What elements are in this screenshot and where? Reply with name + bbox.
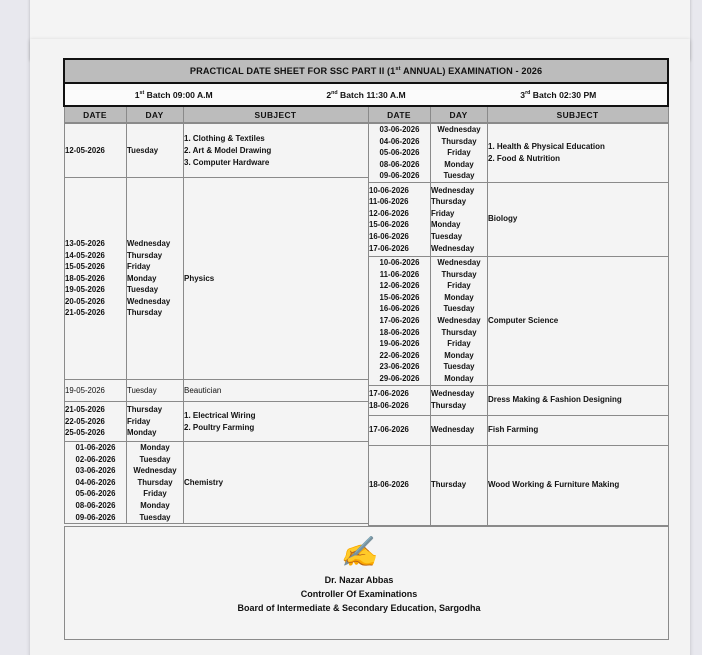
batch-2-ordinal-sup: nd: [331, 89, 338, 96]
cell-date-line: 12-06-2026: [379, 281, 420, 291]
cell-day: [431, 256, 488, 385]
cell-date: [369, 124, 431, 183]
cell-day-line: Monday: [140, 500, 170, 510]
cell-date-line: 03-06-2026: [379, 125, 420, 134]
cell-day-line: Monday: [140, 443, 170, 452]
cell-day-line: Wednesday: [431, 243, 475, 253]
cell-day-line: Wednesday: [437, 257, 481, 267]
cell-date-line: 18-06-2026: [369, 401, 409, 410]
cell-date: [65, 124, 127, 178]
header-right-day: DAY: [430, 106, 487, 123]
cell-day-line: Friday: [447, 148, 471, 158]
cell-date: [369, 256, 431, 385]
cell-day-line: Tuesday: [139, 454, 171, 464]
batch-1: [79, 90, 268, 100]
cell-day: [127, 124, 184, 178]
cell-subject-line: 3. Computer Hardware: [184, 157, 270, 167]
header-left-date: DATE: [64, 106, 126, 123]
cell-subject-line: 2. Food & Nutrition: [488, 153, 560, 163]
cell-date-line: 13-05-2026: [65, 238, 105, 248]
cell-subject: [488, 124, 669, 183]
cell-date: [369, 415, 431, 445]
cell-day-line: Thursday: [127, 250, 163, 260]
cell-date-line: 11-06-2026: [379, 269, 420, 279]
cell-subject: [184, 380, 369, 402]
cell-day: [431, 445, 488, 525]
cell-subject-line: Wood Working & Furniture Making: [488, 480, 620, 489]
cell-day-line: Thursday: [127, 405, 163, 415]
batch-3: [464, 90, 653, 100]
batch-times-cell: [64, 83, 668, 106]
date-sheet: [63, 58, 667, 640]
cell-day-line: Tuesday: [443, 304, 475, 314]
cell-subject-line: Computer Science: [488, 315, 559, 325]
table-row: [369, 385, 669, 415]
cell-day: [431, 124, 488, 183]
cell-date: [65, 442, 127, 524]
cell-day-line: Monday: [444, 159, 474, 169]
batch-row: [64, 83, 668, 106]
cell-day-line: Wednesday: [431, 185, 475, 195]
cell-date-line: 01-06-2026: [75, 443, 116, 452]
cell-subject-line: Dress Making & Fashion Designing: [488, 395, 622, 404]
cell-date: [369, 182, 431, 256]
batch-3-ordinal: 3: [520, 89, 526, 100]
cell-date-line: 23-06-2026: [379, 362, 420, 372]
cell-date-line: 17-06-2026: [369, 243, 409, 253]
table-row: [369, 124, 669, 183]
signatory-designation: Controller Of Examinations: [300, 588, 418, 599]
table-row: [369, 415, 669, 445]
cell-date-line: 21-05-2026: [65, 405, 105, 415]
cell-day-line: Thursday: [127, 308, 163, 318]
cell-date-line: 18-06-2026: [369, 480, 409, 490]
sheet-title: [64, 59, 668, 83]
cell-date-line: 25-05-2026: [65, 428, 105, 438]
cell-day-line: Friday: [143, 489, 167, 499]
batch-2: [268, 90, 463, 100]
cell-date-line: 04-06-2026: [379, 136, 420, 146]
batch-2-ordinal: 2: [326, 89, 332, 100]
cell-date-line: 10-06-2026: [379, 257, 420, 267]
cell-day-line: Friday: [431, 208, 455, 218]
cell-day-line: Monday: [127, 428, 157, 438]
cell-subject-line: 1. Health & Physical Education: [488, 141, 605, 151]
cell-subject: [488, 385, 669, 415]
cell-date-line: 08-06-2026: [379, 159, 420, 169]
cell-day-line: Tuesday: [431, 232, 463, 242]
cell-date-line: 15-06-2026: [379, 292, 420, 302]
cell-subject-line: Beautician: [184, 385, 222, 395]
sheet-title-prefix: PRACTICAL DATE SHEET FOR SSC PART II (1: [189, 66, 396, 76]
left-schedule-table: [64, 123, 369, 524]
cell-date-line: 04-06-2026: [75, 477, 116, 487]
table-row: [65, 124, 369, 178]
cell-day-line: Wednesday: [437, 125, 481, 134]
cell-date-line: 17-06-2026: [369, 389, 409, 399]
cell-date-line: 14-05-2026: [65, 250, 105, 260]
cell-date-line: 08-06-2026: [75, 500, 116, 510]
cell-subject-line: Fish Farming: [488, 425, 539, 434]
cell-date-line: 05-06-2026: [75, 489, 116, 499]
cell-date-line: 19-05-2026: [65, 285, 105, 295]
cell-day-line: Thursday: [137, 477, 173, 487]
table-row: [65, 442, 369, 524]
signature-row: [64, 526, 668, 639]
cell-day-line: Wednesday: [431, 389, 475, 399]
cell-day-line: Thursday: [431, 401, 467, 410]
cell-day-line: Monday: [444, 350, 474, 360]
right-schedule-table: [368, 123, 669, 526]
cell-day-line: Wednesday: [127, 296, 171, 306]
cell-date-line: 22-06-2026: [379, 350, 420, 360]
signature-block: [64, 526, 668, 639]
signatory-name: Dr. Nazar Abbas: [324, 574, 394, 585]
batch-1-ordinal-sup: st: [139, 89, 145, 96]
cell-day-line: Monday: [431, 220, 461, 230]
batch-3-text: Batch 02:30 PM: [530, 89, 597, 100]
cell-date-line: 16-06-2026: [379, 304, 420, 314]
cell-day-line: Monday: [444, 373, 474, 383]
cell-subject-line: 1. Clothing & Textiles: [184, 133, 265, 143]
cell-date-line: 20-05-2026: [65, 296, 105, 306]
cell-day-line: Friday: [127, 416, 151, 426]
cell-day-line: Thursday: [431, 480, 467, 490]
cell-day: [127, 442, 184, 524]
cell-subject-line: 1. Electrical Wiring: [184, 410, 256, 420]
cell-day-line: Friday: [127, 262, 151, 272]
cell-date-line: 17-06-2026: [369, 425, 409, 435]
cell-date-line: 18-05-2026: [65, 273, 105, 283]
table-row: [65, 380, 369, 402]
cell-subject-line: 2. Poultry Farming: [184, 422, 255, 432]
cell-day-line: Thursday: [441, 269, 477, 279]
cell-date-line: 18-06-2026: [379, 327, 420, 337]
cell-day-line: Tuesday: [139, 512, 171, 522]
header-right-subject: SUBJECT: [487, 106, 668, 123]
cell-day-line: Friday: [447, 281, 471, 291]
cell-date-line: 09-06-2026: [75, 512, 116, 522]
cell-day-line: Wednesday: [127, 238, 171, 248]
cell-day-line: Tuesday: [127, 285, 159, 295]
cell-day-line: Monday: [127, 273, 157, 283]
cell-day-line: Thursday: [441, 136, 477, 146]
cell-subject-line: 2. Art & Model Drawing: [184, 145, 272, 155]
batch-1-text: Batch 09:00 A.M: [144, 89, 213, 100]
cell-day-line: Thursday: [441, 327, 477, 337]
cell-subject-line: Chemistry: [184, 477, 224, 487]
cell-day-line: Tuesday: [443, 171, 475, 181]
title-row: [64, 59, 668, 83]
cell-day-line: Wednesday: [437, 315, 481, 325]
cell-date-line: 10-06-2026: [369, 185, 409, 195]
cell-subject: [184, 442, 369, 524]
cell-day-line: Tuesday: [443, 362, 475, 372]
cell-date-line: 19-06-2026: [379, 339, 420, 349]
cell-date-line: 15-05-2026: [65, 262, 105, 272]
cell-day-line: Wednesday: [133, 466, 177, 476]
body-row: [64, 123, 668, 527]
cell-date-line: 29-06-2026: [379, 373, 420, 383]
cell-subject: [184, 178, 369, 380]
cell-subject-line: Biology: [488, 214, 518, 224]
table-row: [65, 178, 369, 380]
cell-date-line: 05-06-2026: [379, 148, 420, 158]
cell-date-line: 09-06-2026: [379, 171, 420, 181]
signature-mark: ✍: [340, 534, 378, 570]
sheet-title-suffix: ANNUAL) EXAMINATION - 2026: [400, 66, 543, 76]
cell-date-line: 19-05-2026: [65, 385, 105, 395]
cell-date-line: 03-06-2026: [75, 466, 116, 476]
cell-day-line: Wednesday: [431, 425, 475, 435]
table-row: [369, 182, 669, 256]
cell-date-line: 22-05-2026: [65, 416, 105, 426]
cell-day: [431, 182, 488, 256]
date-sheet-table: [63, 58, 669, 640]
header-left-day: DAY: [126, 106, 183, 123]
cell-date: [65, 402, 127, 442]
cell-subject: [488, 415, 669, 445]
cell-date-line: 12-05-2026: [65, 145, 105, 155]
cell-subject: [488, 445, 669, 525]
header-left-subject: SUBJECT: [183, 106, 368, 123]
cell-subject: [184, 402, 369, 442]
cell-subject: [488, 256, 669, 385]
sheet-title-sup: st: [395, 65, 401, 72]
cell-day: [431, 385, 488, 415]
cell-date: [369, 445, 431, 525]
cell-date-line: 17-06-2026: [379, 315, 420, 325]
cell-day-line: Tuesday: [127, 145, 159, 155]
cell-day-line: Monday: [444, 292, 474, 302]
document-page: [30, 39, 690, 655]
cell-date-line: 16-06-2026: [369, 232, 409, 242]
batch-3-ordinal-sup: rd: [525, 89, 531, 96]
cell-subject: [488, 182, 669, 256]
signatory-board: Board of Intermediate & Secondary Education, Sargodha: [237, 602, 481, 613]
cell-day-line: Tuesday: [127, 385, 157, 395]
cell-date-line: 02-06-2026: [75, 454, 116, 464]
cell-date: [65, 178, 127, 380]
cell-day: [127, 380, 184, 402]
cell-subject: [184, 124, 369, 178]
column-header-row: [64, 106, 668, 123]
cell-date-line: 15-06-2026: [369, 220, 409, 230]
cell-date: [65, 380, 127, 402]
batch-1-ordinal: 1: [134, 89, 140, 100]
table-row: [65, 402, 369, 442]
header-right-date: DATE: [368, 106, 430, 123]
cell-date-line: 11-06-2026: [369, 197, 409, 207]
table-row: [369, 256, 669, 385]
cell-date: [369, 385, 431, 415]
cell-day-line: Thursday: [431, 197, 467, 207]
cell-subject-line: Physics: [184, 273, 215, 283]
cell-date-line: 12-06-2026: [369, 208, 409, 218]
cell-day: [127, 178, 184, 380]
cell-date-line: 21-05-2026: [65, 308, 105, 318]
cell-day: [431, 415, 488, 445]
cell-day-line: Friday: [447, 339, 471, 349]
batch-2-text: Batch 11:30 A.M: [337, 89, 406, 100]
cell-day: [127, 402, 184, 442]
table-row: [369, 445, 669, 525]
